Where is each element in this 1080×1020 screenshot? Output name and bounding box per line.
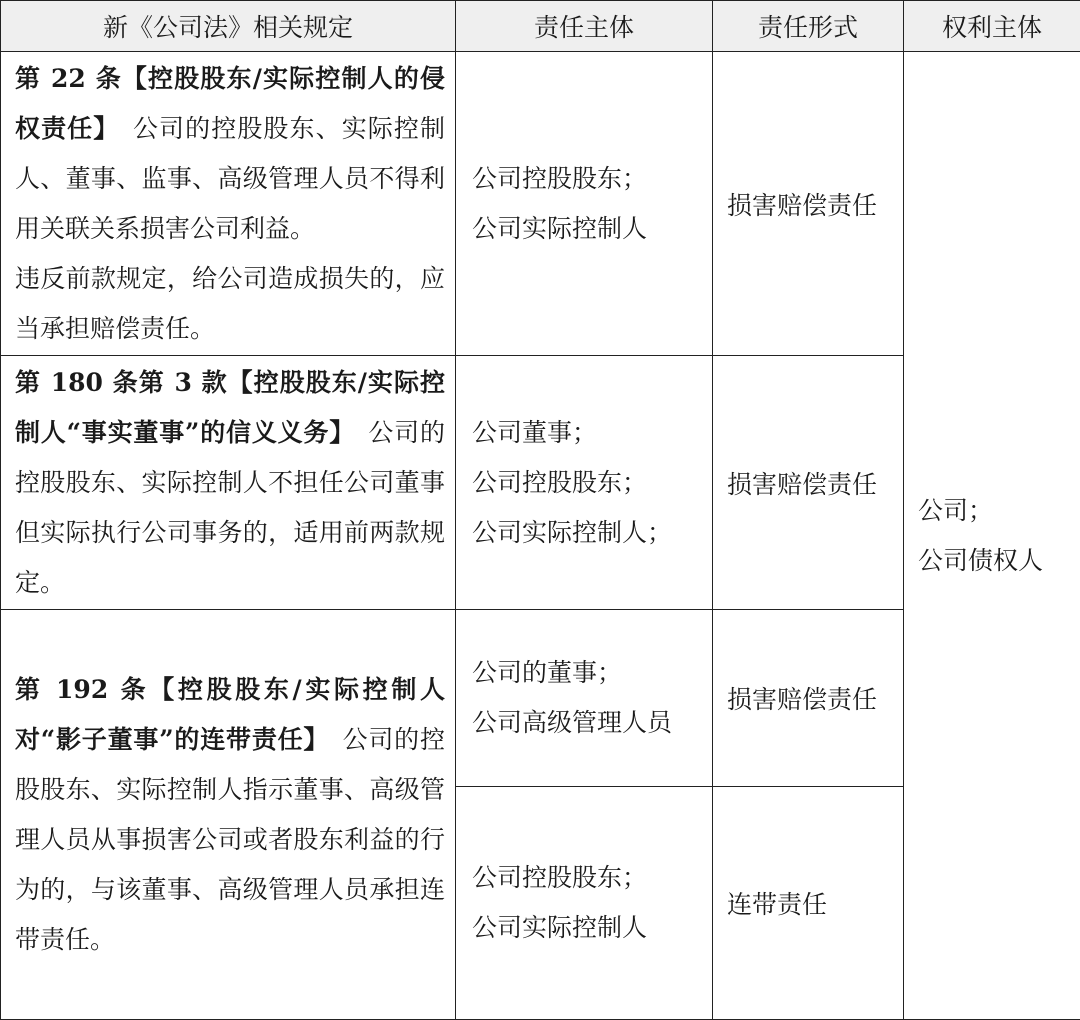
table-row-article-22 <box>1 52 1080 356</box>
subject-cell <box>456 52 713 356</box>
right-holder-cell <box>904 52 1080 1020</box>
regulation-body: 公司的控股股东、实际控制人指示董事、高级管理人员从事损害公司或者股东利益的行为的，与该董事、高级管理人员承担连带责任。 <box>15 724 445 954</box>
subject-item: 公司控股股东； <box>472 467 648 497</box>
header-form: 责任形式 <box>713 1 904 52</box>
regulation-body-2: 违反前款规定，给公司造成损失的，应当承担赔偿责任。 <box>15 263 445 343</box>
regulation-cell <box>1 610 456 1020</box>
subject-item: 公司控股股东； <box>472 863 648 892</box>
regulation-body: 公司的控股股东、实际控制人不担任公司董事但实际执行公司事务的，适用前两款规定。 <box>15 417 445 597</box>
right-holder-item: 公司债权人 <box>918 545 1044 575</box>
regulation-title: 第 192 条【控股股东/实际控制人对“影子董事”的连带责任】 <box>15 674 445 754</box>
subject-item: 公司实际控制人 <box>472 213 648 243</box>
subject-cell <box>456 356 713 610</box>
liability-form: 损害赔偿责任 <box>713 52 904 356</box>
regulation-body: 公司的控股股东、实际控制人、董事、监事、高级管理人员不得利用关联关系损害公司利益。 <box>15 113 445 243</box>
liability-form: 连带责任 <box>713 787 904 1020</box>
right-holder-item: 公司； <box>918 495 994 525</box>
subject-item: 公司高级管理人员 <box>472 708 673 737</box>
header-row <box>1 1 1080 52</box>
subject-cell <box>456 610 713 787</box>
regulation-cell <box>1 356 456 610</box>
regulation-text <box>15 54 445 254</box>
liability-form: 损害赔偿责任 <box>713 356 904 610</box>
subject-item: 公司实际控制人 <box>472 913 648 942</box>
subject-item: 公司的董事； <box>472 658 623 687</box>
subject-item: 公司董事； <box>472 417 598 447</box>
regulation-text <box>15 358 445 608</box>
header-subject: 责任主体 <box>456 1 713 52</box>
regulation-title: 第 180 条第 3 款【控股股东/实际控制人“事实董事”的信义义务】 <box>15 367 445 447</box>
regulation-title: 第 22 条【控股股东/实际控制人的侵权责任】 <box>15 63 445 143</box>
subject-item: 公司实际控制人； <box>472 517 673 547</box>
header-right-holder: 权利主体 <box>904 1 1080 52</box>
header-regulation: 新《公司法》相关规定 <box>1 1 456 52</box>
subject-item: 公司控股股东； <box>472 163 648 193</box>
subject-cell <box>456 787 713 1020</box>
regulation-cell <box>1 52 456 356</box>
regulation-text <box>15 665 445 965</box>
liability-form: 损害赔偿责任 <box>713 610 904 787</box>
